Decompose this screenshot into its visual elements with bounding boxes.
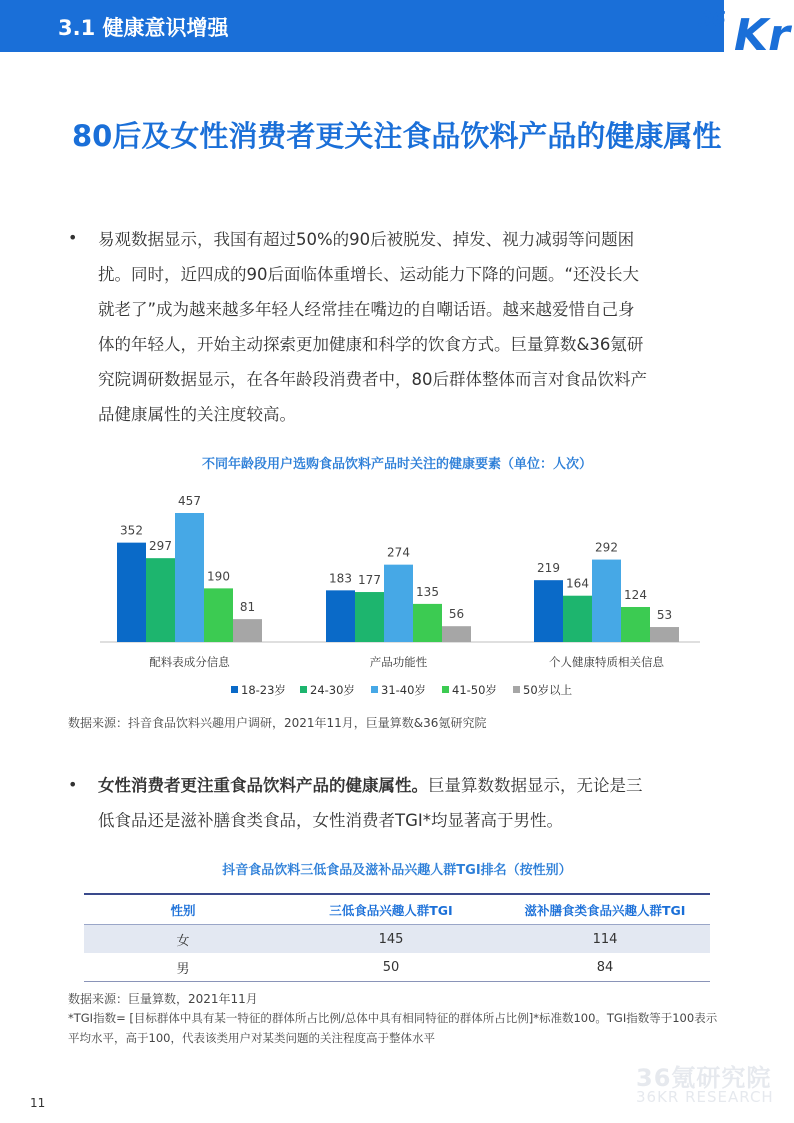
data-label: 457 <box>178 494 201 508</box>
table-header-low-food: 三低食品兴趣人群TGI <box>282 894 500 925</box>
bar <box>355 592 384 642</box>
svg-text:36: 36 <box>698 7 726 31</box>
bar <box>534 580 563 642</box>
legend-swatch <box>371 686 378 693</box>
bullet-1: • <box>68 228 78 247</box>
bar <box>621 607 650 642</box>
data-label: 164 <box>566 576 589 591</box>
data-label: 183 <box>329 571 352 586</box>
table-title: 抖音食品饮料三低食品及滋补品兴趣人群TGI排名（按性别） <box>222 863 572 878</box>
bar <box>592 560 621 642</box>
legend-label: 50岁以上 <box>523 683 573 697</box>
data-label: 81 <box>239 600 256 615</box>
bar <box>563 596 592 642</box>
table-header-gender: 性别 <box>84 894 282 925</box>
table-row <box>84 953 710 982</box>
watermark-en: 36KR RESEARCH <box>636 1088 774 1106</box>
bar <box>117 543 146 642</box>
watermark-cn: 36氪研究院 <box>636 1064 772 1092</box>
chart-title: 不同年龄段用户选购食品饮料产品时关注的健康要素（单位：人次） <box>201 457 592 472</box>
data-label: 219 <box>537 561 560 576</box>
bar <box>413 604 442 642</box>
table-row <box>84 925 710 954</box>
paragraph-2-line-2: 低食品还是滋补膳食类食品，女性消费者TGI*均显著高于男性。 <box>98 811 563 830</box>
data-label: 190 <box>207 569 230 584</box>
table-cell: 114 <box>500 925 710 954</box>
bar <box>175 513 204 642</box>
data-label: 292 <box>595 540 618 555</box>
data-label: 135 <box>416 584 439 599</box>
paragraph-1 <box>98 222 732 432</box>
table-header-row <box>84 894 710 925</box>
paragraph-2-bold: 女性消费者更注重食品饮料产品的健康属性。 <box>98 776 428 795</box>
legend-label: 18-23岁 <box>241 683 286 697</box>
page-title: 80后及女性消费者更关注食品饮料产品的健康属性 <box>72 119 722 153</box>
data-label: 53 <box>656 608 673 623</box>
category-label: 配料表成分信息 <box>149 655 230 669</box>
tgi-table <box>84 893 710 982</box>
bar <box>146 558 175 642</box>
table-cell: 145 <box>282 925 500 954</box>
page-number: 11 <box>30 1096 46 1110</box>
legend-swatch <box>300 686 307 693</box>
data-label: 352 <box>120 523 143 538</box>
legend-swatch <box>442 686 449 693</box>
category-label: 产品功能性 <box>369 655 428 669</box>
data-label: 177 <box>358 573 381 588</box>
legend-label: 41-50岁 <box>452 683 497 697</box>
bar <box>326 590 355 642</box>
chart-source: 数据来源：抖音食品饮料兴趣用户调研，2021年11月，巨量算数&36氪研究院 <box>68 716 487 730</box>
paragraph-1-line: 究院调研数据显示，在各年龄段消费者中，80后群体整体而言对食品饮料产 <box>98 370 647 389</box>
header-bar <box>0 0 724 52</box>
paragraph-1-line: 易观数据显示，我国有超过50%的90后被脱发、掉发、视力减弱等问题困 <box>98 230 635 249</box>
section-title: 3.1 健康意识增强 <box>58 16 229 40</box>
bar <box>233 619 262 642</box>
table-cell: 女 <box>84 925 282 954</box>
bar-chart <box>0 480 794 740</box>
table-header-tonic-food: 滋补膳食类食品兴趣人群TGI <box>500 894 710 925</box>
bullet-2: • <box>68 775 78 794</box>
data-label: 56 <box>448 607 465 622</box>
bar <box>204 588 233 642</box>
36kr-logo <box>696 0 794 52</box>
data-label: 124 <box>624 587 647 602</box>
paragraph-1-line: 品健康属性的关注度较高。 <box>98 405 296 424</box>
table-source: 数据来源：巨量算数，2021年11月 <box>68 992 258 1006</box>
paragraph-2-rest: 巨量算数数据显示，无论是三 <box>428 776 643 795</box>
bar <box>650 627 679 642</box>
svg-text:Kr: Kr <box>734 10 790 52</box>
data-label: 274 <box>387 545 410 560</box>
bar <box>442 626 471 642</box>
paragraph-1-line: 体的年轻人，开始主动探索更加健康和科学的饮食方式。巨量算数&36氪研 <box>98 335 644 354</box>
tgi-note: *TGI指数= [目标群体中具有某一特征的群体所占比例/总体中具有相同特征的群体所占比例]*标准数100。TGI指数等于100表示平均水平，高于100，代表该类用户对某类问题的关注程度高于整体水平 <box>68 1011 718 1045</box>
table-cell: 50 <box>282 953 500 982</box>
legend-label: 31-40岁 <box>381 683 426 697</box>
paragraph-1-line: 就老了”成为越来越多年轻人经常挂在嘴边的自嘲话语。越来越爱惜自己身 <box>98 300 635 319</box>
legend-swatch <box>513 686 520 693</box>
data-label: 297 <box>149 539 172 554</box>
bar <box>384 565 413 642</box>
paragraph-2 <box>98 768 738 838</box>
category-label: 个人健康特质相关信息 <box>549 655 664 669</box>
table-cell: 男 <box>84 953 282 982</box>
legend-label: 24-30岁 <box>310 683 355 697</box>
paragraph-2-line-1 <box>98 768 738 803</box>
legend-swatch <box>231 686 238 693</box>
table-cell: 84 <box>500 953 710 982</box>
paragraph-1-line: 扰。同时，近四成的90后面临体重增长、运动能力下降的问题。“还没长大 <box>98 265 640 284</box>
